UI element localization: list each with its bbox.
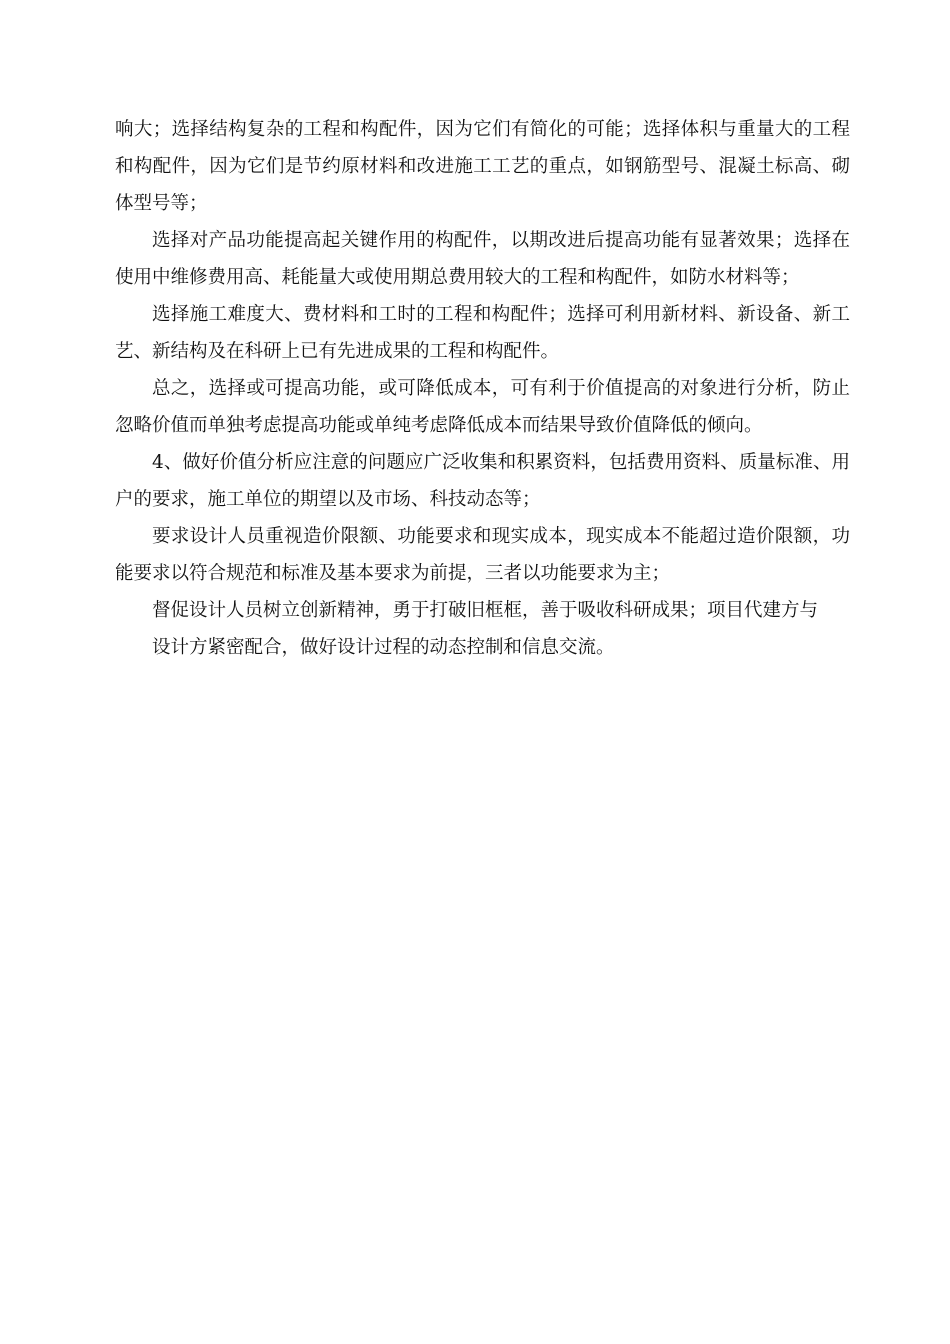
paragraph-key-components: 选择对产品功能提高起关键作用的构配件，以期改进后提高功能有显著效果；选择在使用中维修费用高、耗能量大或使用期总费用较大的工程和构配件，如防水材料等； <box>115 230 850 288</box>
paragraph-summary: 总之，选择或可提高功能，或可降低成本，可有利于价值提高的对象进行分析，防止忽略价值而单独考虑提高功能或单纯考虑降低成本而结果导致价值降低的倾向。 <box>115 378 850 436</box>
paragraph-designer-requirements: 要求设计人员重视造价限额、功能要求和现实成本，现实成本不能超过造价限额，功能要求以符合规范和标准及基本要求为前提，三者以功能要求为主； <box>115 526 850 584</box>
paragraph-coordination: 设计方紧密配合，做好设计过程的动态控制和信息交流。 <box>152 637 615 658</box>
paragraph-construction-difficulty: 选择施工难度大、费材料和工时的工程和构配件；选择可利用新材料、新设备、新工艺、新结构及在科研上已有先进成果的工程和构配件。 <box>115 304 850 362</box>
paragraph-section-4: 4、做好价值分析应注意的问题应广泛收集和积累资料，包括费用资料、质量标准、用户的要求，施工单位的期望以及市场、科技动态等； <box>115 452 850 510</box>
paragraph-continuation: 响大；选择结构复杂的工程和构配件，因为它们有简化的可能；选择体积与重量大的工程和构配件，因为它们是节约原材料和改进施工工艺的重点，如钢筋型号、混凝土标高、砌体型号等； <box>115 119 850 214</box>
paragraph-innovation: 督促设计人员树立创新精神，勇于打破旧框框，善于吸收科研成果；项目代建方与 <box>152 600 819 621</box>
document-body <box>115 111 850 666</box>
